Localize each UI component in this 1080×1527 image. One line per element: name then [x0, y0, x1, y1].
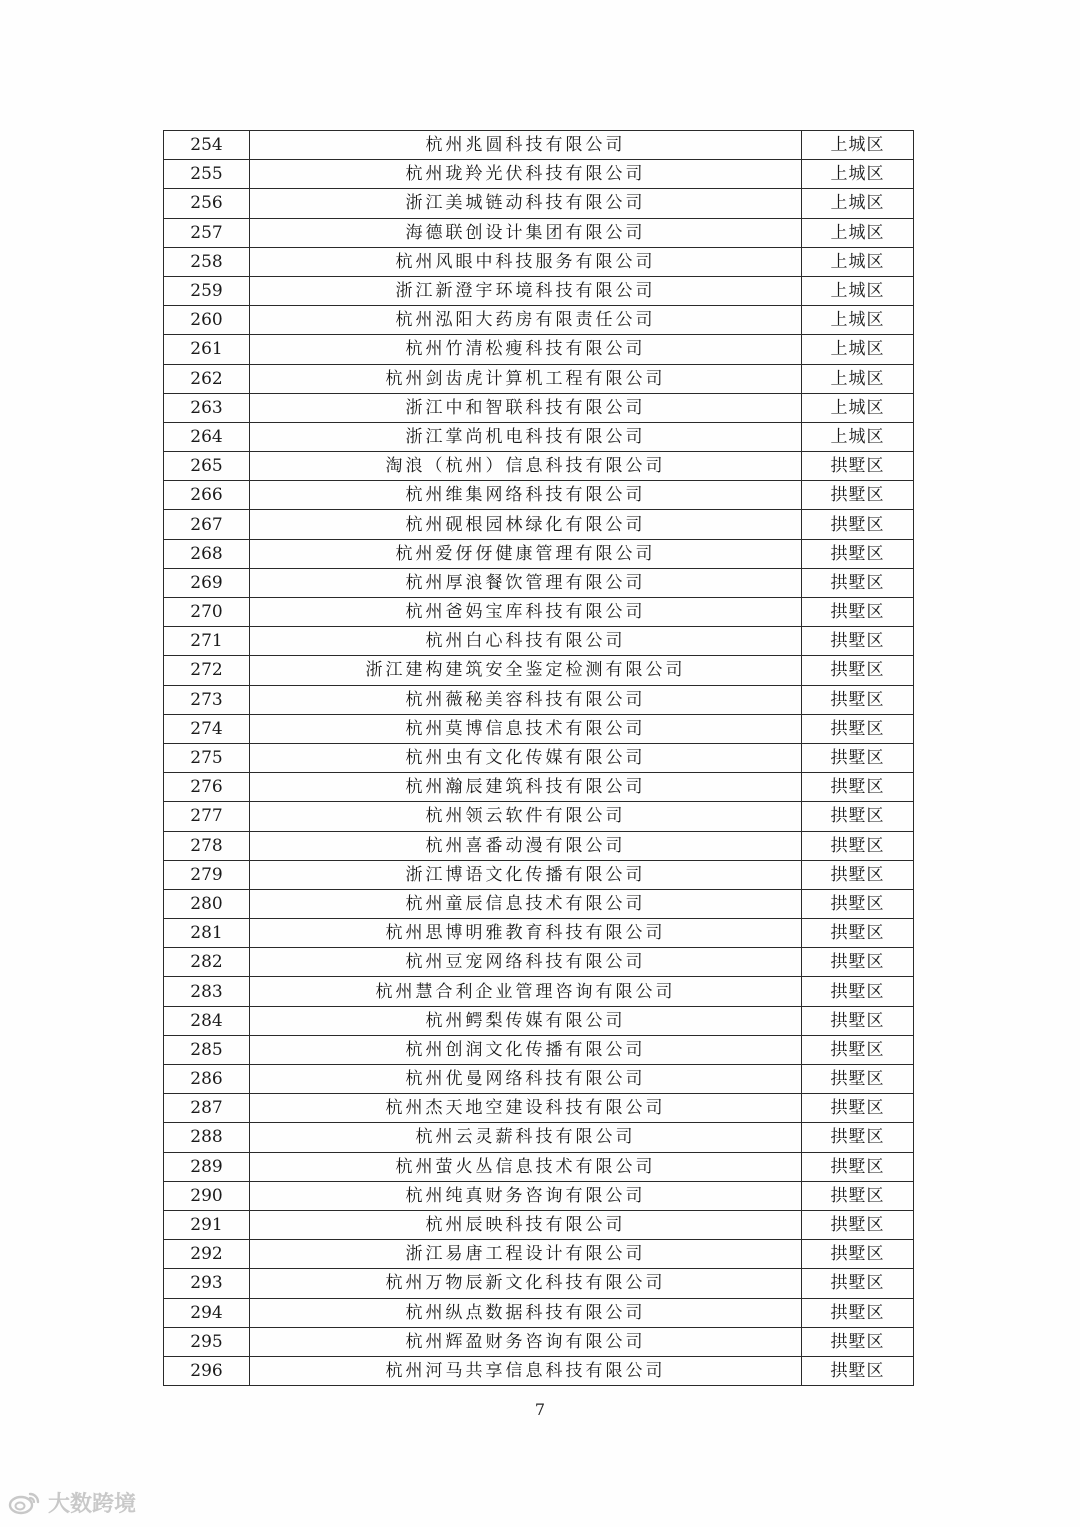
company-name-cell: 杭州云灵薪科技有限公司: [250, 1123, 802, 1152]
row-number-cell: 293: [164, 1269, 250, 1298]
company-name-cell: 杭州豆宠网络科技有限公司: [250, 948, 802, 977]
district-cell: 拱墅区: [802, 656, 914, 685]
row-number-cell: 254: [164, 131, 250, 160]
table-body: [164, 131, 914, 1386]
row-number-cell: 260: [164, 306, 250, 335]
company-name-cell: 杭州辰映科技有限公司: [250, 1210, 802, 1239]
company-name-cell: 杭州剑齿虎计算机工程有限公司: [250, 364, 802, 393]
company-name-cell: 杭州薇秘美容科技有限公司: [250, 685, 802, 714]
watermark-text: 大数跨境: [48, 1492, 137, 1517]
table-row: [164, 627, 914, 656]
table-row: [164, 714, 914, 743]
row-number-cell: 282: [164, 948, 250, 977]
watermark: [8, 1487, 136, 1518]
company-name-cell: 浙江易唐工程设计有限公司: [250, 1240, 802, 1269]
table-row: [164, 131, 914, 160]
table-row: [164, 919, 914, 948]
district-cell: 拱墅区: [802, 1240, 914, 1269]
district-cell: 上城区: [802, 335, 914, 364]
district-cell: 拱墅区: [802, 510, 914, 539]
district-cell: 上城区: [802, 131, 914, 160]
table-row: [164, 539, 914, 568]
row-number-cell: 292: [164, 1240, 250, 1269]
row-number-cell: 272: [164, 656, 250, 685]
row-number-cell: 259: [164, 276, 250, 305]
table-row: [164, 1123, 914, 1152]
company-name-cell: 杭州思博明雅教育科技有限公司: [250, 919, 802, 948]
district-cell: 拱墅区: [802, 1094, 914, 1123]
table-row: [164, 1356, 914, 1385]
district-cell: 上城区: [802, 247, 914, 276]
district-cell: 拱墅区: [802, 1269, 914, 1298]
row-number-cell: 262: [164, 364, 250, 393]
table-row: [164, 1152, 914, 1181]
district-cell: 拱墅区: [802, 1298, 914, 1327]
district-cell: 拱墅区: [802, 1210, 914, 1239]
company-name-cell: 杭州万物辰新文化科技有限公司: [250, 1269, 802, 1298]
table-row: [164, 1298, 914, 1327]
district-cell: 拱墅区: [802, 685, 914, 714]
row-number-cell: 267: [164, 510, 250, 539]
table-row: [164, 685, 914, 714]
table-row: [164, 189, 914, 218]
table-row: [164, 1065, 914, 1094]
row-number-cell: 286: [164, 1065, 250, 1094]
company-name-cell: 浙江美城链动科技有限公司: [250, 189, 802, 218]
company-name-cell: 淘浪（杭州）信息科技有限公司: [250, 452, 802, 481]
table-row: [164, 276, 914, 305]
table-row: [164, 510, 914, 539]
company-name-cell: 杭州河马共享信息科技有限公司: [250, 1356, 802, 1385]
district-cell: 拱墅区: [802, 1006, 914, 1035]
company-name-cell: 海德联创设计集团有限公司: [250, 218, 802, 247]
row-number-cell: 270: [164, 598, 250, 627]
table-row: [164, 568, 914, 597]
row-number-cell: 274: [164, 714, 250, 743]
table-row: [164, 656, 914, 685]
district-cell: 拱墅区: [802, 568, 914, 597]
company-name-cell: 杭州杰天地空建设科技有限公司: [250, 1094, 802, 1123]
district-cell: 拱墅区: [802, 1035, 914, 1064]
company-name-cell: 杭州白心科技有限公司: [250, 627, 802, 656]
row-number-cell: 268: [164, 539, 250, 568]
district-cell: 拱墅区: [802, 743, 914, 772]
row-number-cell: 256: [164, 189, 250, 218]
row-number-cell: 255: [164, 160, 250, 189]
company-name-cell: 杭州兆圆科技有限公司: [250, 131, 802, 160]
table-row: [164, 1181, 914, 1210]
company-list-table: [163, 130, 914, 1386]
district-cell: 拱墅区: [802, 948, 914, 977]
district-cell: 上城区: [802, 276, 914, 305]
district-cell: 上城区: [802, 422, 914, 451]
company-name-cell: 杭州慧合利企业管理咨询有限公司: [250, 977, 802, 1006]
district-cell: 上城区: [802, 306, 914, 335]
table-row: [164, 1006, 914, 1035]
row-number-cell: 281: [164, 919, 250, 948]
district-cell: 拱墅区: [802, 627, 914, 656]
company-name-cell: 杭州纯真财务咨询有限公司: [250, 1181, 802, 1210]
company-name-cell: 杭州虫有文化传媒有限公司: [250, 743, 802, 772]
row-number-cell: 271: [164, 627, 250, 656]
table-row: [164, 1210, 914, 1239]
row-number-cell: 266: [164, 481, 250, 510]
row-number-cell: 273: [164, 685, 250, 714]
table-row: [164, 218, 914, 247]
row-number-cell: 279: [164, 860, 250, 889]
district-cell: 拱墅区: [802, 539, 914, 568]
company-name-cell: 杭州爸妈宝库科技有限公司: [250, 598, 802, 627]
district-cell: 拱墅区: [802, 889, 914, 918]
table-row: [164, 773, 914, 802]
row-number-cell: 278: [164, 831, 250, 860]
row-number-cell: 277: [164, 802, 250, 831]
table-row: [164, 802, 914, 831]
row-number-cell: 257: [164, 218, 250, 247]
table-row: [164, 364, 914, 393]
table-row: [164, 1094, 914, 1123]
table-row: [164, 306, 914, 335]
district-cell: 拱墅区: [802, 1327, 914, 1356]
row-number-cell: 261: [164, 335, 250, 364]
district-cell: 上城区: [802, 364, 914, 393]
district-cell: 拱墅区: [802, 714, 914, 743]
row-number-cell: 265: [164, 452, 250, 481]
row-number-cell: 264: [164, 422, 250, 451]
company-name-cell: 杭州莫博信息技术有限公司: [250, 714, 802, 743]
district-cell: 拱墅区: [802, 831, 914, 860]
company-name-cell: 杭州厚浪餐饮管理有限公司: [250, 568, 802, 597]
company-name-cell: 杭州萤火丛信息技术有限公司: [250, 1152, 802, 1181]
row-number-cell: 288: [164, 1123, 250, 1152]
company-name-cell: 杭州砚根园林绿化有限公司: [250, 510, 802, 539]
company-name-cell: 杭州辉盈财务咨询有限公司: [250, 1327, 802, 1356]
table-row: [164, 743, 914, 772]
district-cell: 拱墅区: [802, 1123, 914, 1152]
company-name-cell: 杭州童辰信息技术有限公司: [250, 889, 802, 918]
row-number-cell: 294: [164, 1298, 250, 1327]
row-number-cell: 269: [164, 568, 250, 597]
table-row: [164, 889, 914, 918]
row-number-cell: 290: [164, 1181, 250, 1210]
district-cell: 拱墅区: [802, 919, 914, 948]
district-cell: 拱墅区: [802, 1356, 914, 1385]
company-name-cell: 浙江博语文化传播有限公司: [250, 860, 802, 889]
district-cell: 上城区: [802, 160, 914, 189]
company-name-cell: 杭州优曼网络科技有限公司: [250, 1065, 802, 1094]
row-number-cell: 287: [164, 1094, 250, 1123]
row-number-cell: 283: [164, 977, 250, 1006]
company-name-cell: 浙江建构建筑安全鉴定检测有限公司: [250, 656, 802, 685]
row-number-cell: 291: [164, 1210, 250, 1239]
weibo-logo-icon: [8, 1490, 42, 1516]
district-cell: 拱墅区: [802, 977, 914, 1006]
table-row: [164, 831, 914, 860]
company-name-cell: 杭州风眼中科技服务有限公司: [250, 247, 802, 276]
company-name-cell: 杭州领云软件有限公司: [250, 802, 802, 831]
company-name-cell: 杭州喜番动漫有限公司: [250, 831, 802, 860]
table-row: [164, 1240, 914, 1269]
table-row: [164, 452, 914, 481]
table-row: [164, 598, 914, 627]
table-row: [164, 247, 914, 276]
company-name-cell: 杭州鳄梨传媒有限公司: [250, 1006, 802, 1035]
district-cell: 拱墅区: [802, 802, 914, 831]
district-cell: 拱墅区: [802, 1065, 914, 1094]
table-row: [164, 335, 914, 364]
table-row: [164, 160, 914, 189]
row-number-cell: 289: [164, 1152, 250, 1181]
district-cell: 上城区: [802, 189, 914, 218]
district-cell: 拱墅区: [802, 860, 914, 889]
district-cell: 拱墅区: [802, 1152, 914, 1181]
row-number-cell: 295: [164, 1327, 250, 1356]
row-number-cell: 258: [164, 247, 250, 276]
company-name-cell: 杭州瀚辰建筑科技有限公司: [250, 773, 802, 802]
company-name-cell: 杭州竹清松瘦科技有限公司: [250, 335, 802, 364]
district-cell: 上城区: [802, 393, 914, 422]
row-number-cell: 276: [164, 773, 250, 802]
row-number-cell: 296: [164, 1356, 250, 1385]
company-name-cell: 杭州泓阳大药房有限责任公司: [250, 306, 802, 335]
table-row: [164, 481, 914, 510]
table-row: [164, 1327, 914, 1356]
table-row: [164, 393, 914, 422]
company-name-cell: 杭州爱伢伢健康管理有限公司: [250, 539, 802, 568]
row-number-cell: 263: [164, 393, 250, 422]
company-name-cell: 浙江掌尚机电科技有限公司: [250, 422, 802, 451]
district-cell: 上城区: [802, 218, 914, 247]
company-name-cell: 杭州维集网络科技有限公司: [250, 481, 802, 510]
table-row: [164, 1035, 914, 1064]
table-row: [164, 1269, 914, 1298]
company-name-cell: 杭州珑羚光伏科技有限公司: [250, 160, 802, 189]
company-name-cell: 浙江中和智联科技有限公司: [250, 393, 802, 422]
table-row: [164, 977, 914, 1006]
row-number-cell: 285: [164, 1035, 250, 1064]
table-row: [164, 422, 914, 451]
row-number-cell: 275: [164, 743, 250, 772]
company-name-cell: 杭州纵点数据科技有限公司: [250, 1298, 802, 1327]
table-row: [164, 948, 914, 977]
page-number: 7: [534, 1400, 546, 1419]
district-cell: 拱墅区: [802, 1181, 914, 1210]
table-row: [164, 860, 914, 889]
district-cell: 拱墅区: [802, 773, 914, 802]
row-number-cell: 284: [164, 1006, 250, 1035]
district-cell: 拱墅区: [802, 481, 914, 510]
company-name-cell: 浙江新澄宇环境科技有限公司: [250, 276, 802, 305]
district-cell: 拱墅区: [802, 598, 914, 627]
company-name-cell: 杭州创润文化传播有限公司: [250, 1035, 802, 1064]
row-number-cell: 280: [164, 889, 250, 918]
district-cell: 拱墅区: [802, 452, 914, 481]
